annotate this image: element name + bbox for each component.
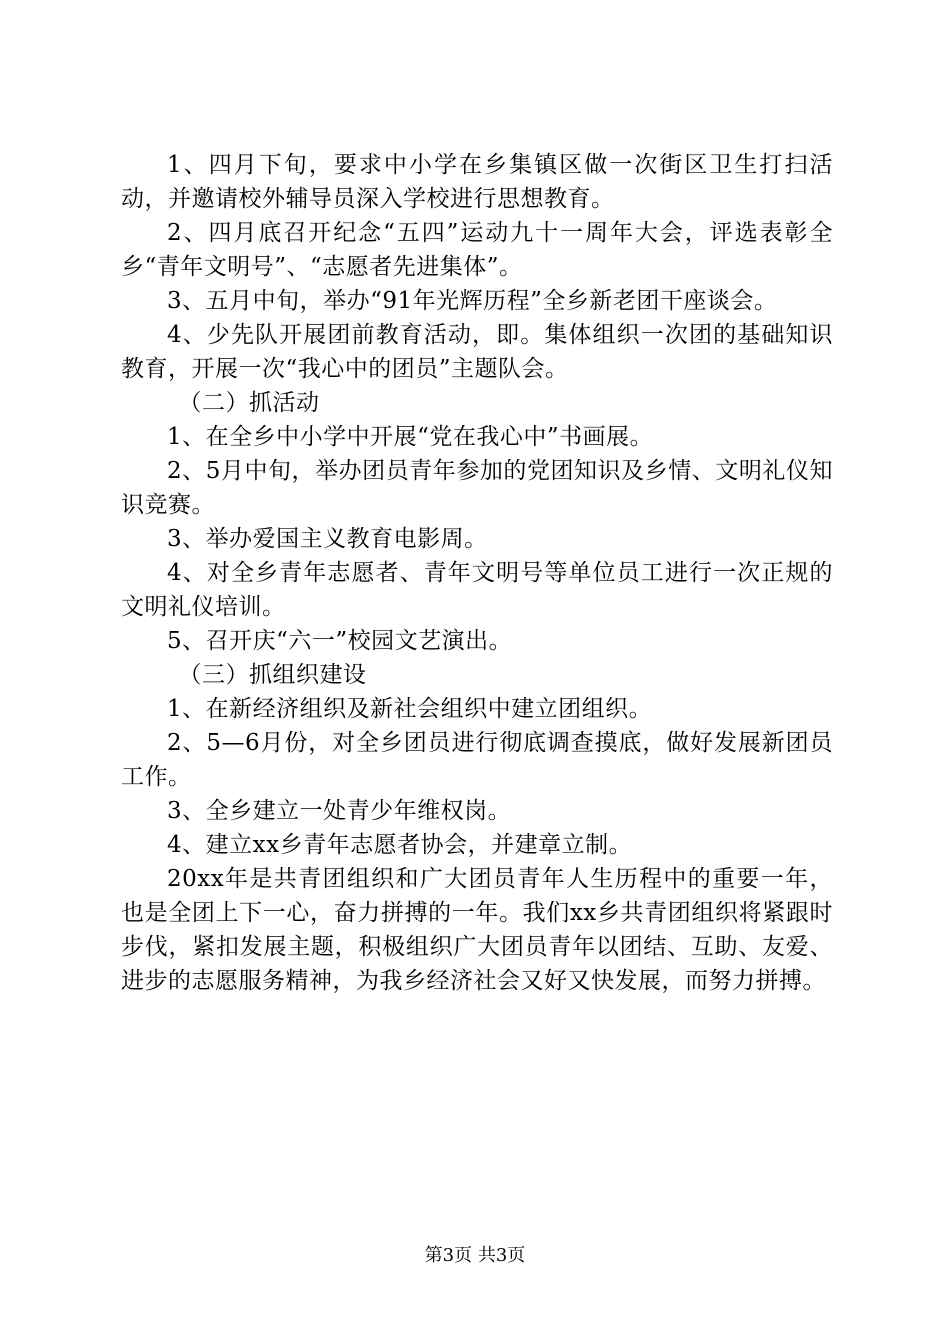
section-heading-activities: （二）抓活动 xyxy=(178,390,320,416)
paragraph-org-4: 4、建立xx乡青年志愿者协会，并建章立制。 xyxy=(167,832,633,858)
paragraph-activity-2: 2、5月中旬，举办团员青年参加的党团知识及乡情、文明礼仪知识竞赛。 xyxy=(121,458,833,518)
paragraph-activity-5: 5、召开庆“六一”校园文艺演出。 xyxy=(167,628,513,654)
page-number-footer: 第3页 共3页 xyxy=(424,1245,526,1266)
document-body xyxy=(121,148,833,998)
paragraph-item-2: 2、四月底召开纪念“五四”运动九十一周年大会，评选表彰全乡“青年文明号”、“志愿者先进集体”。 xyxy=(121,220,833,280)
paragraph-item-3: 3、五月中旬，举办“91年光辉历程”全乡新老团干座谈会。 xyxy=(167,288,778,314)
paragraph-item-4: 4、少先队开展团前教育活动，即。集体组织一次团的基础知识教育，开展一次“我心中的团员”主题队会。 xyxy=(121,322,833,382)
paragraph-activity-3: 3、举办爱国主义教育电影周。 xyxy=(167,526,488,552)
paragraph-activity-1: 1、在全乡中小学中开展“党在我心中”书画展。 xyxy=(167,424,654,450)
paragraph-conclusion: 20xx年是共青团组织和广大团员青年人生历程中的重要一年，也是全团上下一心，奋力拼搏的一年。我们xx乡共青团组织将紧跟时步伐，紧扣发展主题，积极组织广大团员青年以团结、互助、友爱、进步的志愿服务精神，为我乡经济社会又好又快发展，而努力拼搏。 xyxy=(121,866,833,994)
paragraph-org-2: 2、5—6月份，对全乡团员进行彻底调查摸底，做好发展新团员工作。 xyxy=(121,730,833,790)
paragraph-org-1: 1、在新经济组织及新社会组织中建立团组织。 xyxy=(167,696,653,722)
paragraph-activity-4: 4、对全乡青年志愿者、青年文明号等单位员工进行一次正规的文明礼仪培训。 xyxy=(121,560,833,620)
paragraph-item-1: 1、四月下旬，要求中小学在乡集镇区做一次街区卫生打扫活动，并邀请校外辅导员深入学校进行思想教育。 xyxy=(121,152,833,212)
paragraph-org-3: 3、全乡建立一处青少年维权岗。 xyxy=(167,798,512,824)
section-heading-organization: （三）抓组织建设 xyxy=(178,662,367,688)
